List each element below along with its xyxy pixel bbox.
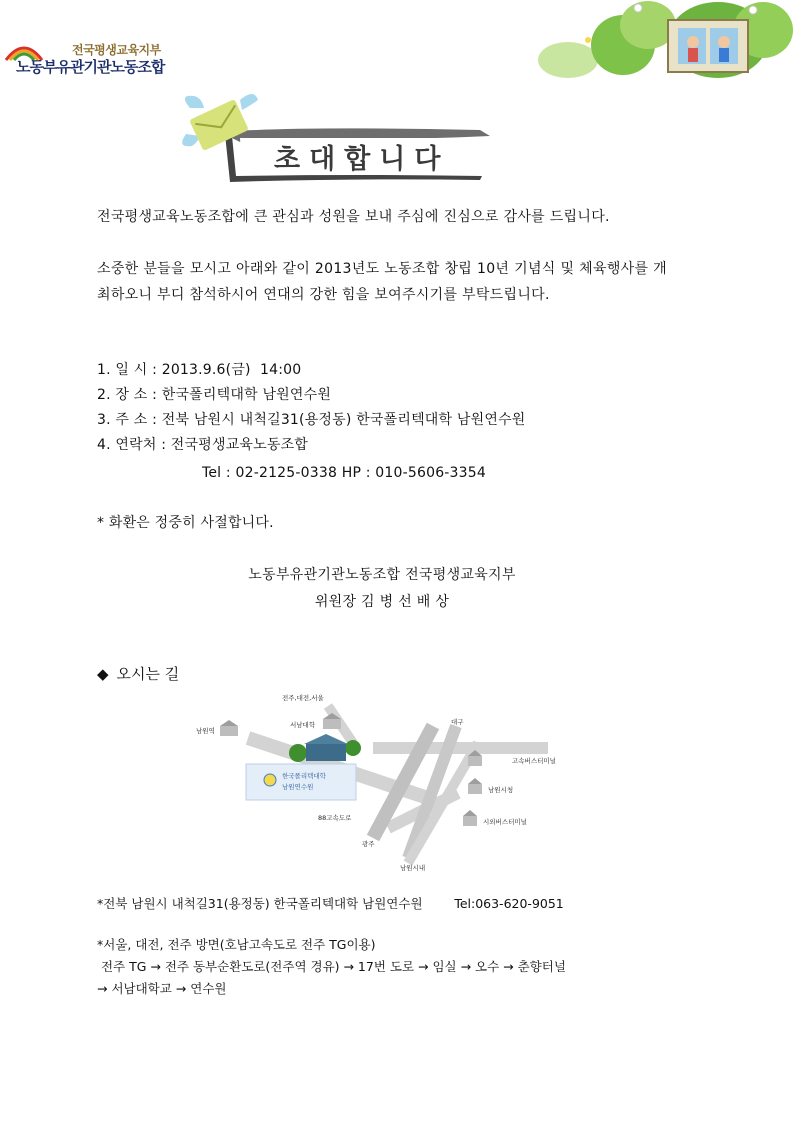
org-sub-name: 전국평생교육지부 xyxy=(72,43,161,57)
map-label-intercity: 시외버스터미널 xyxy=(483,818,527,826)
org-main-name: 노동부유관기관노동조합 xyxy=(16,58,165,76)
map-label-top: 전주,대전,서울 xyxy=(282,694,324,702)
map-label-gwangju: 광주 xyxy=(362,840,375,848)
map-label-highway: 88고속도로 xyxy=(318,814,352,822)
detail-phones: Tel : 02-2125-0338 HP : 010-5606-3354 xyxy=(202,465,486,481)
diamond-bullet-icon: ◆ xyxy=(97,665,109,683)
banner-title: 초대합니다 xyxy=(274,144,450,175)
detail-date: 1. 일 시 : 2013.9.6(금) 14:00 xyxy=(97,362,302,378)
signature-org: 노동부유관기관노동조합 전국평생교육지부 xyxy=(248,567,516,583)
flower-notice: * 화환은 정중히 사절합니다. xyxy=(97,515,274,531)
building-icon xyxy=(468,778,482,794)
directions-heading xyxy=(97,663,179,684)
building-icon xyxy=(220,720,238,736)
signature-name: 위원장 김 병 선 배 상 xyxy=(314,594,450,610)
map-label-station: 남원역 xyxy=(196,727,215,735)
directions-title: 오시는 길 xyxy=(116,665,180,683)
building-icon xyxy=(463,810,477,826)
directions-address: *전북 남원시 내척길31(용정동) 한국폴리텍대학 남원연수원 Tel:063-620-9051 xyxy=(97,896,564,911)
intro-paragraph-2: 소중한 분들을 모시고 아래와 같이 2013년도 노동조합 창립 10년 기념식 및 체육행사를 개최하오니 부디 참석하시어 연대의 강한 힘을 보여주시기를 부탁드립니다. xyxy=(97,261,667,303)
decorative-illustration xyxy=(528,0,794,82)
route-line-1: 전주 TG → 전주 동부순환도로(전주역 경유) → 17번 도로 → 임실 → 오수 → 춘향터널 xyxy=(97,959,566,974)
map-label-campus-1: 한국폴리텍대학 xyxy=(282,772,326,780)
detail-address: 3. 주 소 : 전북 남원시 내척길31(용정동) 한국폴리텍대학 남원연수원 xyxy=(97,412,526,428)
location-map xyxy=(178,688,578,873)
detail-contact: 4. 연락처 : 전국평생교육노동조합 xyxy=(97,437,309,453)
detail-place: 2. 장 소 : 한국폴리텍대학 남원연수원 xyxy=(97,387,332,403)
map-label-downtown: 남원시내 xyxy=(400,864,426,872)
route-title: *서울, 대전, 전주 방면(호남고속도로 전주 TG이용) xyxy=(97,937,376,952)
intro-paragraph-1: 전국평생교육노동조합에 큰 관심과 성원을 보내 주심에 진심으로 감사를 드립니다. xyxy=(97,209,610,225)
map-label-city-hall: 남원시청 xyxy=(488,786,514,794)
route-line-2: → 서남대학교 → 연수원 xyxy=(97,981,227,996)
map-label-univ: 서남대학 xyxy=(290,721,316,729)
map-label-campus-2: 남원연수원 xyxy=(282,783,314,791)
map-label-daegu: 대구 xyxy=(451,718,464,726)
map-label-bus-terminal: 고속버스터미널 xyxy=(512,757,556,765)
